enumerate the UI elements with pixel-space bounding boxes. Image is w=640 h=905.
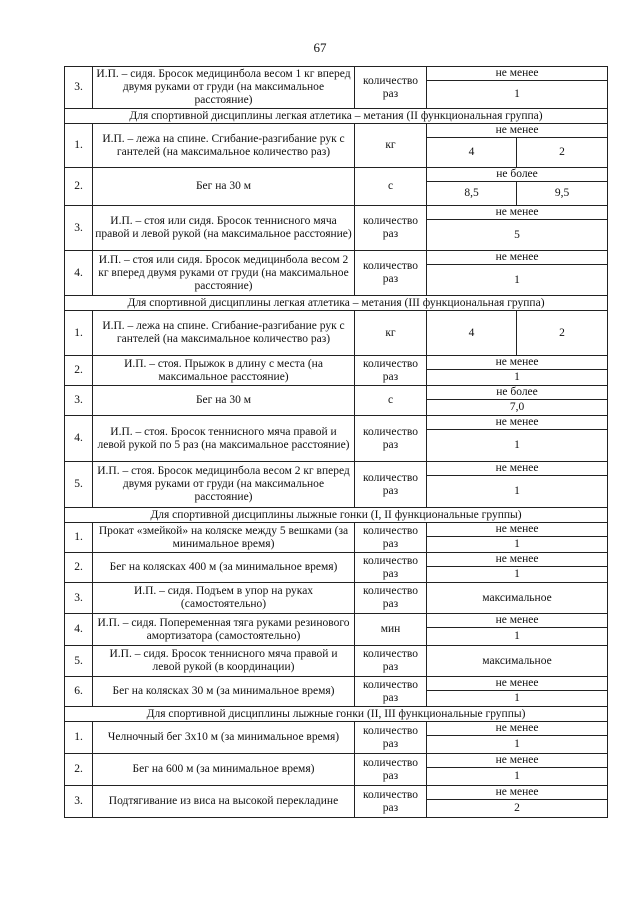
table-row	[65, 206, 608, 220]
table-row	[65, 168, 608, 182]
row-number: 3.	[65, 786, 93, 818]
row-number: 4.	[65, 614, 93, 646]
standards-table	[64, 66, 608, 818]
norm-value: 7,0	[427, 400, 608, 416]
criterion-label: не менее	[427, 786, 608, 800]
criterion-label: не менее	[427, 416, 608, 430]
row-number: 5.	[65, 646, 93, 677]
criterion-label: не менее	[427, 67, 608, 81]
table-row	[65, 786, 608, 800]
exercise-description: И.П. – сидя. Бросок медицинбола весом 1 кг вперед двумя руками от груди (на максимальное расстояние)	[93, 67, 355, 109]
row-number: 2.	[65, 168, 93, 206]
norm-value: 2	[517, 138, 608, 168]
row-number: 1.	[65, 311, 93, 356]
unit-of-measure: с	[355, 168, 427, 206]
table-row	[65, 311, 608, 356]
criterion-label: не менее	[427, 251, 608, 265]
row-number: 3.	[65, 206, 93, 251]
exercise-description: И.П. – стоя. Бросок теннисного мяча правой и левой рукой по 5 раз (на максимальное расстояние)	[93, 416, 355, 462]
section-title: Для спортивной дисциплины лыжные гонки (II, III функциональные группы)	[65, 707, 608, 722]
unit-of-measure: количество раз	[355, 462, 427, 508]
unit-of-measure: количество раз	[355, 583, 427, 614]
section-header-row	[65, 508, 608, 523]
section-title: Для спортивной дисциплины лыжные гонки (I, II функциональные группы)	[65, 508, 608, 523]
norm-value: 1	[427, 691, 608, 707]
unit-of-measure: кг	[355, 311, 427, 356]
table-row	[65, 124, 608, 138]
unit-of-measure: количество раз	[355, 251, 427, 296]
norm-value: 1	[427, 81, 608, 109]
table-row	[65, 462, 608, 476]
criterion-label: не менее	[427, 754, 608, 768]
row-number: 1.	[65, 124, 93, 168]
exercise-description: И.П. – лежа на спине. Сгибание-разгибание рук с гантелей (на максимальное количество раз)	[93, 311, 355, 356]
exercise-description: Бег на 600 м (за минимальное время)	[93, 754, 355, 786]
norm-value: 1	[427, 430, 608, 462]
norm-value: 4	[427, 138, 517, 168]
criterion-label: не менее	[427, 614, 608, 628]
table-row	[65, 646, 608, 677]
norm-value: 1	[427, 537, 608, 553]
row-number: 1.	[65, 523, 93, 553]
norm-value: 2	[517, 311, 608, 356]
norm-value: 8,5	[427, 182, 517, 206]
unit-of-measure: количество раз	[355, 356, 427, 386]
norm-value: 1	[427, 567, 608, 583]
page-number: 67	[313, 40, 327, 55]
norm-value: максимальное	[427, 583, 608, 614]
exercise-description: И.П. – стоя. Бросок медицинбола весом 2 кг вперед двумя руками от груди (на максимальное расстояние)	[93, 462, 355, 508]
unit-of-measure: количество раз	[355, 646, 427, 677]
table-row	[65, 754, 608, 768]
norm-value: 1	[427, 476, 608, 508]
unit-of-measure: количество раз	[355, 553, 427, 583]
norm-value: 1	[427, 265, 608, 296]
unit-of-measure: количество раз	[355, 416, 427, 462]
unit-of-measure: количество раз	[355, 722, 427, 754]
table-row	[65, 356, 608, 370]
criterion-label: не менее	[427, 462, 608, 476]
row-number: 1.	[65, 722, 93, 754]
norm-value: 5	[427, 220, 608, 251]
table-row	[65, 583, 608, 614]
table-row	[65, 722, 608, 736]
section-header-row	[65, 296, 608, 311]
table-row	[65, 677, 608, 691]
section-header-row	[65, 707, 608, 722]
unit-of-measure: количество раз	[355, 677, 427, 707]
criterion-label: не менее	[427, 356, 608, 370]
row-number: 3.	[65, 583, 93, 614]
row-number: 5.	[65, 462, 93, 508]
table-row	[65, 523, 608, 537]
row-number: 2.	[65, 553, 93, 583]
exercise-description: И.П. – стоя. Прыжок в длину с места (на максимальное расстояние)	[93, 356, 355, 386]
table-row	[65, 67, 608, 81]
criterion-label: не менее	[427, 523, 608, 537]
unit-of-measure: количество раз	[355, 206, 427, 251]
unit-of-measure: количество раз	[355, 786, 427, 818]
exercise-description: И.П. – стоя или сидя. Бросок медицинбола весом 2 кг вперед двумя руками от груди (на максимальное расстояние)	[93, 251, 355, 296]
table-row	[65, 614, 608, 628]
norm-value: 9,5	[517, 182, 608, 206]
norm-value: максимальное	[427, 646, 608, 677]
table-row	[65, 416, 608, 430]
norm-value: 1	[427, 370, 608, 386]
row-number: 4.	[65, 416, 93, 462]
exercise-description: И.П. – сидя. Попеременная тяга руками резинового амортизатора (самостоятельно)	[93, 614, 355, 646]
section-header-row	[65, 109, 608, 124]
unit-of-measure: количество раз	[355, 67, 427, 109]
unit-of-measure: кг	[355, 124, 427, 168]
norm-value: 1	[427, 768, 608, 786]
unit-of-measure: количество раз	[355, 523, 427, 553]
exercise-description: Бег на колясках 400 м (за минимальное время)	[93, 553, 355, 583]
exercise-description: И.П. – лежа на спине. Сгибание-разгибание рук с гантелей (на максимальное количество раз)	[93, 124, 355, 168]
exercise-description: Челночный бег 3x10 м (за минимальное время)	[93, 722, 355, 754]
row-number: 3.	[65, 386, 93, 416]
criterion-label: не менее	[427, 722, 608, 736]
row-number: 2.	[65, 356, 93, 386]
exercise-description: И.П. – стоя или сидя. Бросок теннисного мяча правой и левой рукой (на максимальное расстояние)	[93, 206, 355, 251]
exercise-description: Подтягивание из виса на высокой перекладине	[93, 786, 355, 818]
unit-of-measure: с	[355, 386, 427, 416]
exercise-description: И.П. – сидя. Бросок теннисного мяча правой и левой рукой (в координации)	[93, 646, 355, 677]
table-row	[65, 553, 608, 567]
criterion-label: не более	[427, 168, 608, 182]
criterion-label: не более	[427, 386, 608, 400]
row-number: 2.	[65, 754, 93, 786]
exercise-description: Бег на колясках 30 м (за минимальное время)	[93, 677, 355, 707]
row-number: 3.	[65, 67, 93, 109]
exercise-description: Бег на 30 м	[93, 386, 355, 416]
table-row	[65, 251, 608, 265]
norm-value: 1	[427, 736, 608, 754]
section-title: Для спортивной дисциплины легкая атлетика – метания (III функциональная группа)	[65, 296, 608, 311]
norm-value: 4	[427, 311, 517, 356]
exercise-description: Бег на 30 м	[93, 168, 355, 206]
norm-value: 1	[427, 628, 608, 646]
criterion-label: не менее	[427, 206, 608, 220]
unit-of-measure: количество раз	[355, 754, 427, 786]
table-row	[65, 386, 608, 400]
criterion-label: не менее	[427, 124, 608, 138]
unit-of-measure: мин	[355, 614, 427, 646]
norm-value: 2	[427, 800, 608, 818]
section-title: Для спортивной дисциплины легкая атлетика – метания (II функциональная группа)	[65, 109, 608, 124]
exercise-description: И.П. – сидя. Подъем в упор на руках (самостоятельно)	[93, 583, 355, 614]
criterion-label: не менее	[427, 677, 608, 691]
row-number: 4.	[65, 251, 93, 296]
row-number: 6.	[65, 677, 93, 707]
exercise-description: Прокат «змейкой» на коляске между 5 вешками (за минимальное время)	[93, 523, 355, 553]
criterion-label: не менее	[427, 553, 608, 567]
